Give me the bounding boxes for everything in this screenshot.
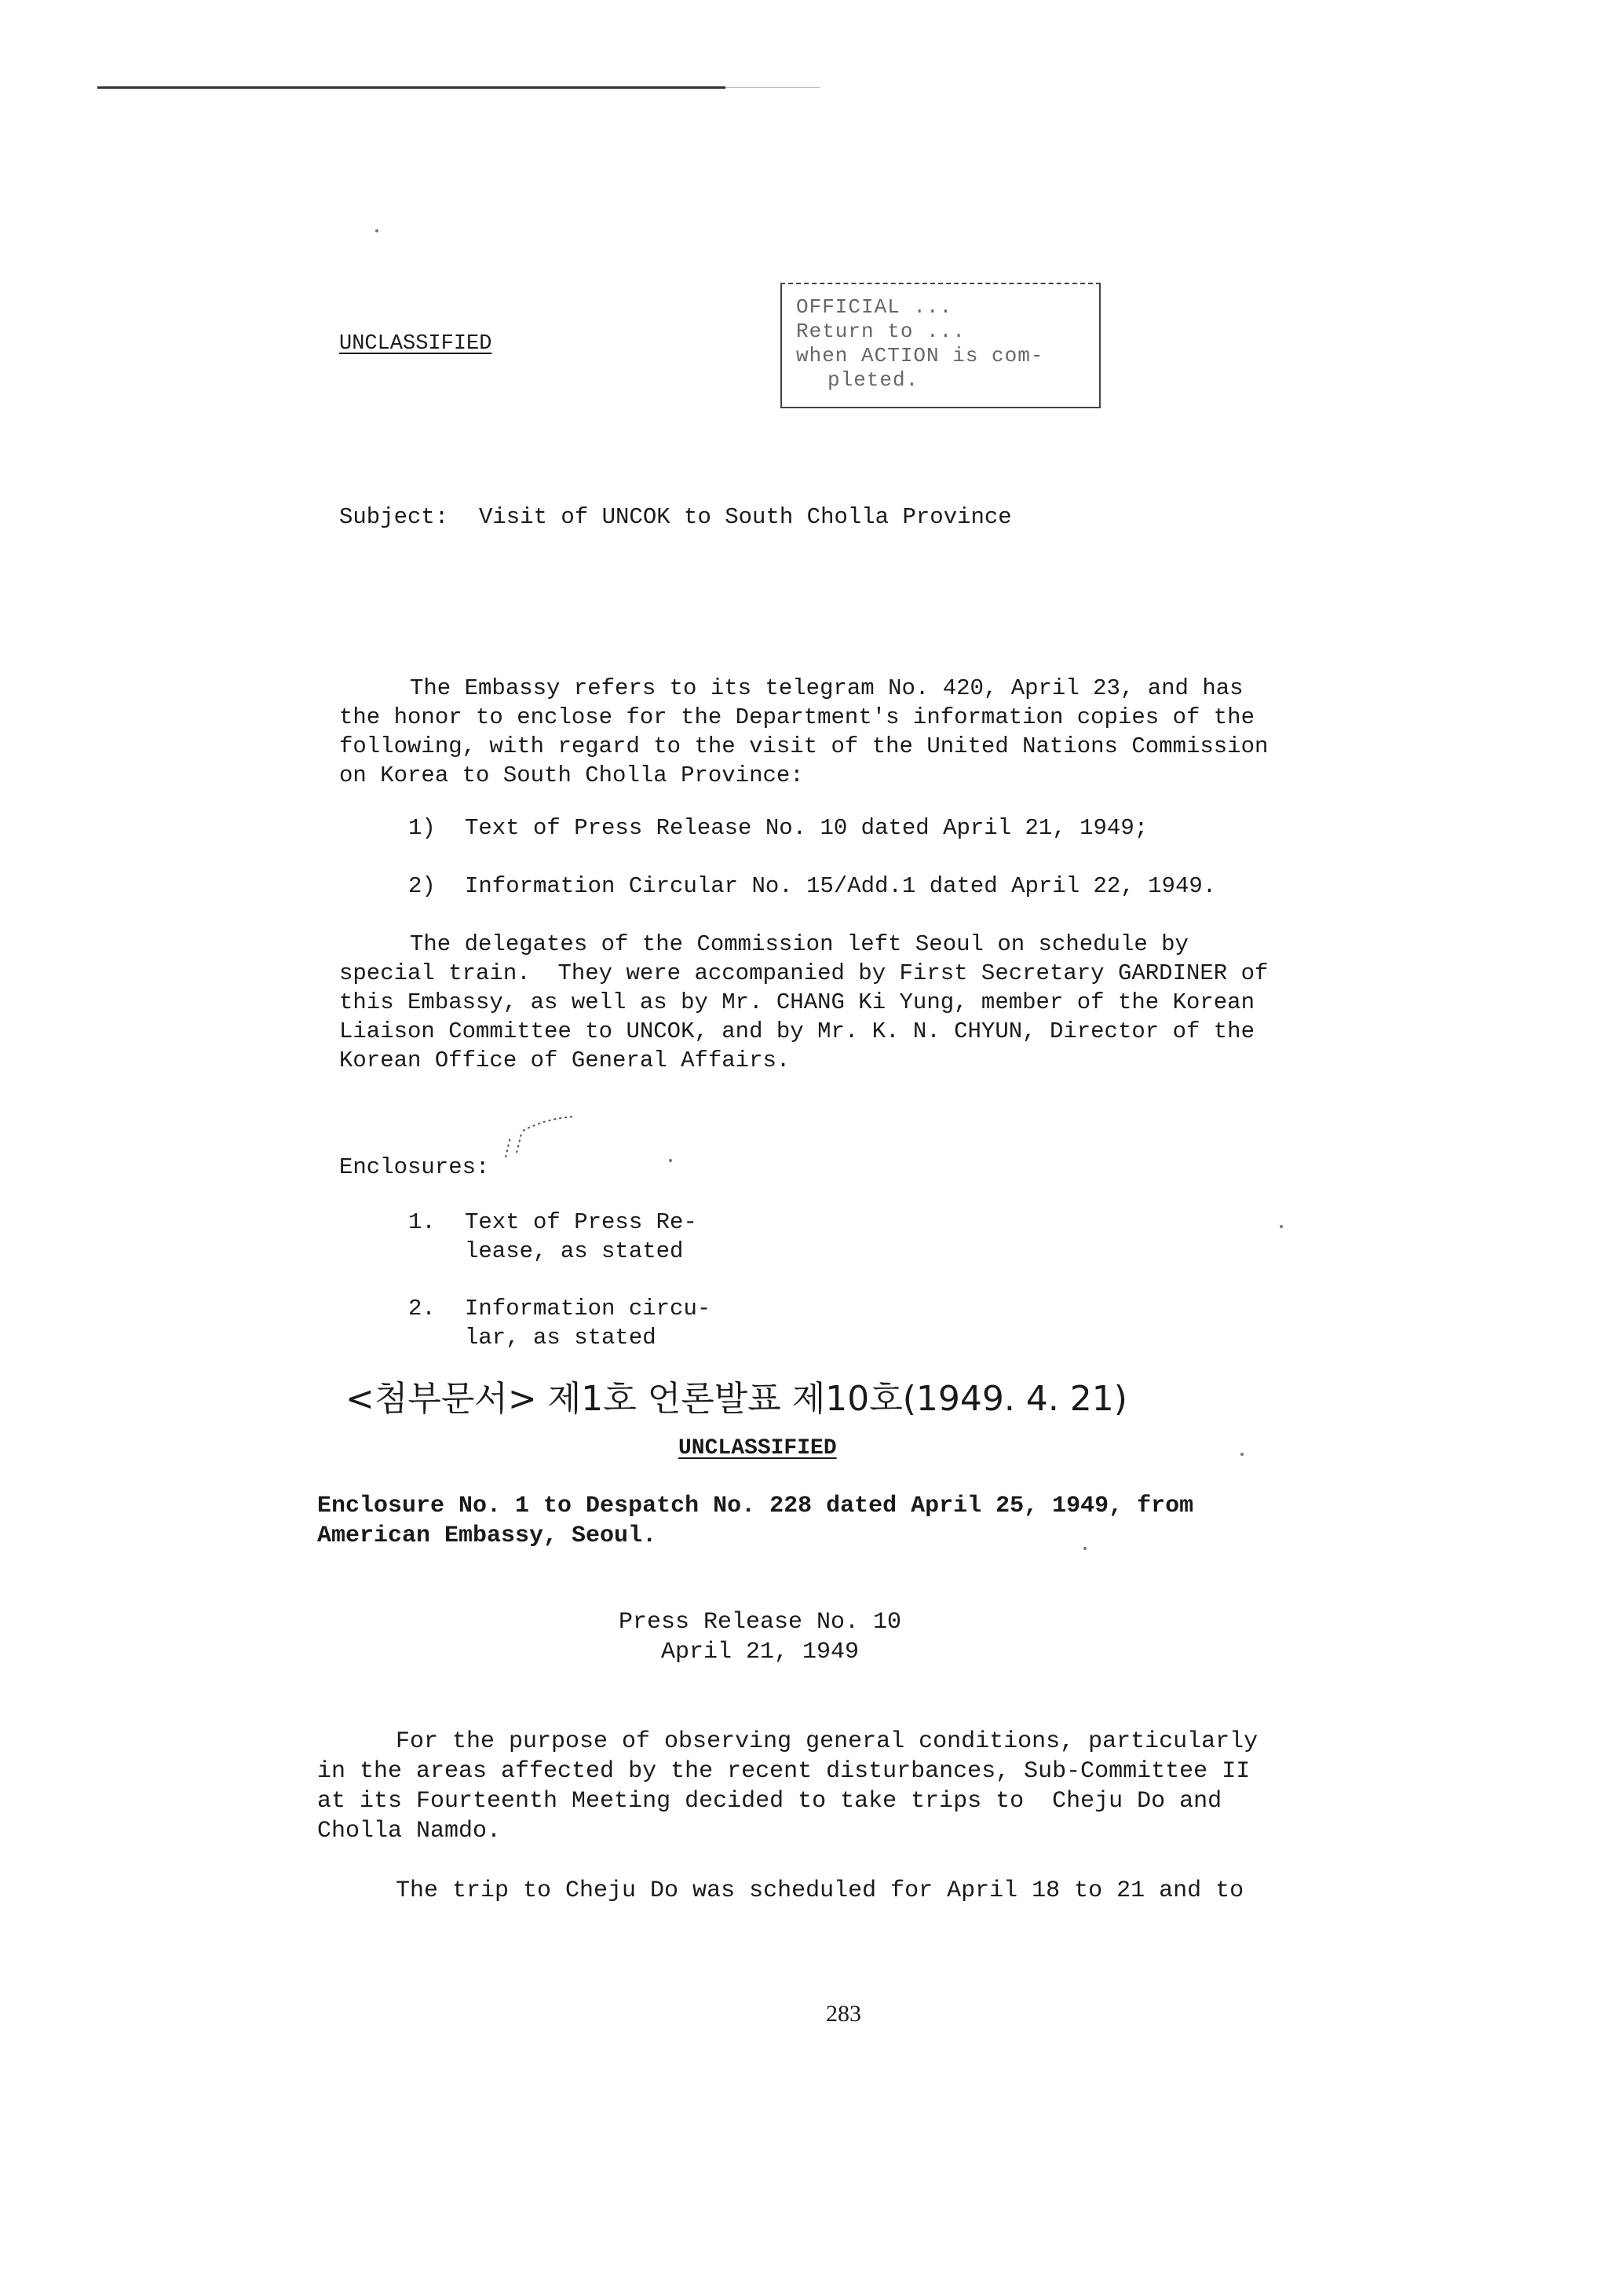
handwritten-initials	[499, 1113, 586, 1164]
body-line: Cholla Namdo.	[317, 1818, 502, 1844]
enclosure-line: Information circu-	[465, 1296, 711, 1322]
body-line: For the purpose of observing general conditions, particularly	[396, 1728, 1259, 1755]
page-number: 283	[826, 2001, 861, 2027]
item-text: Information Circular No. 15/Add.1 dated April 22, 1949.	[465, 873, 1217, 899]
stamp-line: pleted.	[827, 368, 919, 392]
stamp-line: OFFICIAL ...	[796, 295, 953, 319]
enclosure-classification: UNCLASSIFIED	[678, 1436, 837, 1461]
scan-speck	[1083, 1547, 1087, 1550]
letter-line: following, with regard to the visit of the United Nations Commission	[339, 733, 1269, 759]
body-line: in the areas affected by the recent disturbances, Sub-Committee II	[317, 1758, 1251, 1785]
letter-line: The Embassy refers to its telegram No. 420, April 23, and has	[410, 675, 1244, 701]
release-date: April 21, 1949	[661, 1639, 860, 1665]
attachment-heading: <첨부문서> 제1호 언론발표 제10호(1949. 4. 21)	[345, 1379, 1127, 1419]
item-number: 1)	[408, 815, 436, 841]
scan-speck	[1280, 1225, 1283, 1228]
letter-line: The delegates of the Commission left Seoul on schedule by	[410, 931, 1189, 957]
top-rule	[97, 86, 725, 89]
letter-line: Liaison Committee to UNCOK, and by Mr. K. N. CHYUN, Director of the	[339, 1018, 1255, 1044]
enclosures-label: Enclosures:	[339, 1154, 490, 1180]
item-number: 2)	[408, 873, 436, 899]
item-text: Text of Press Release No. 10 dated April 21, 1949;	[465, 815, 1149, 841]
enclosure-intro-line: Enclosure No. 1 to Despatch No. 228 dated April 25, 1949, from	[317, 1493, 1194, 1519]
enclosure-number: 2.	[408, 1296, 436, 1322]
letter-line: this Embassy, as well as by Mr. CHANG Ki Yung, member of the Korean	[339, 989, 1255, 1015]
release-title: Press Release No. 10	[619, 1609, 902, 1636]
official-stamp	[780, 283, 1101, 408]
classification-label: UNCLASSIFIED	[339, 332, 492, 356]
enclosure-line: Text of Press Re-	[465, 1209, 697, 1235]
letter-line: on Korea to South Cholla Province:	[339, 762, 804, 788]
enclosure-line: lar, as stated	[465, 1325, 656, 1351]
stamp-line: when ACTION is com-	[796, 344, 1044, 367]
scan-speck	[375, 229, 378, 232]
enclosure-line: lease, as stated	[465, 1238, 684, 1264]
body-line: at its Fourteenth Meeting decided to take trips to Cheju Do and	[317, 1788, 1222, 1815]
subject-text: Visit of UNCOK to South Cholla Province	[479, 504, 1012, 530]
enclosure-number: 1.	[408, 1209, 436, 1235]
letter-line: the honor to enclose for the Department's information copies of the	[339, 704, 1255, 730]
top-rule-faint	[725, 87, 820, 88]
enclosure-intro-line: American Embassy, Seoul.	[317, 1523, 657, 1549]
subject-label: Subject:	[339, 504, 449, 530]
stamp-line: Return to ...	[796, 320, 966, 343]
body-line: The trip to Cheju Do was scheduled for April 18 to 21 and to	[396, 1877, 1244, 1904]
scan-speck	[669, 1159, 672, 1162]
scan-speck	[1240, 1453, 1244, 1456]
letter-line: Korean Office of General Affairs.	[339, 1047, 791, 1073]
letter-line: special train. They were accompanied by First Secretary GARDINER of	[339, 960, 1269, 986]
